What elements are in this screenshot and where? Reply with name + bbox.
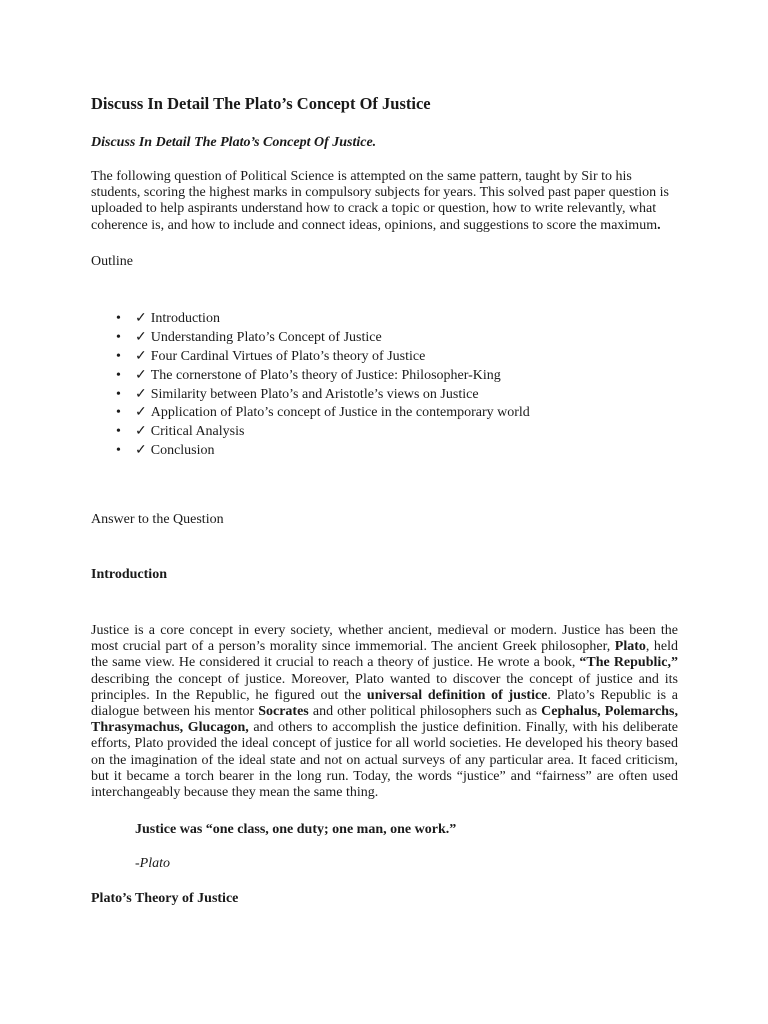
list-item xyxy=(91,386,678,405)
check-icon: ✓ xyxy=(135,311,147,326)
list-item-label: Four Cardinal Virtues of Plato’s theory of Justice xyxy=(150,348,426,364)
list-item xyxy=(91,348,678,367)
check-icon: ✓ xyxy=(135,443,147,459)
list-item xyxy=(91,367,678,386)
check-icon: ✓ xyxy=(135,348,147,364)
answer-label: Answer to the Question xyxy=(91,512,224,527)
page-title: Discuss In Detail The Plato’s Concept Of Justice xyxy=(91,94,431,113)
check-icon: ✓ xyxy=(135,329,147,345)
bullet-icon: • xyxy=(116,386,121,402)
paragraph-text: Justice is a core concept in every society, whether ancient, medieval or modern. Justice has been the most crucial part of a person’s morality since immemorial. The ancient Greek philosopher, xyxy=(91,623,678,655)
list-item xyxy=(91,423,678,442)
list-item-label: Introduction xyxy=(150,311,220,326)
paragraph-bold-text: Socrates xyxy=(258,704,309,720)
paragraph-text: describing the concept of justice. Moreover, Plato wanted to discover the concept of justice and its principles. In the Republic, he figured out the xyxy=(91,671,678,703)
subtitle: Discuss In Detail The Plato’s Concept Of Justice. xyxy=(91,135,377,150)
list-item xyxy=(91,442,678,461)
paragraph-text: and others to accomplish the justice definition. Finally, with his deliberate efforts, Plato provided the ideal concept of justice for all world societies. He developed his theory based on the imagination of the ideal state and not on actual surveys of any particular area. It faced criticism, but it became a torch bearer in the long run. Today, the words “justice” and “fairness” are often used interchangeably because they mean the same thing. xyxy=(91,720,679,801)
list-item-label: Application of Plato’s concept of Justice in the contemporary world xyxy=(150,405,530,421)
quote-attribution: -Plato xyxy=(135,856,170,871)
list-item xyxy=(91,329,678,348)
list-item-label: Critical Analysis xyxy=(150,424,245,440)
paragraph-bold-text: Cephalus, Polemarchs, Thrasymachus, Glucagon, xyxy=(91,704,678,736)
intro-paragraph xyxy=(91,169,678,234)
check-icon: ✓ xyxy=(135,386,147,402)
list-item-label: Similarity between Plato’s and Aristotle’s views on Justice xyxy=(150,386,479,402)
intro-paragraph-end: . xyxy=(657,217,661,233)
list-item xyxy=(91,404,678,423)
paragraph-bold-text: universal definition of justice xyxy=(366,687,548,703)
bullet-icon: • xyxy=(116,329,121,345)
justice-paragraph xyxy=(91,623,678,801)
bullet-icon: • xyxy=(116,367,121,383)
check-icon: ✓ xyxy=(135,367,147,383)
check-icon: ✓ xyxy=(135,405,147,421)
list-item-label: Understanding Plato’s Concept of Justice xyxy=(150,329,382,345)
list-item-label: Conclusion xyxy=(150,443,215,459)
list-item-label: The cornerstone of Plato’s theory of Justice: Philosopher-King xyxy=(150,367,501,383)
intro-paragraph-text: The following question of Political Science is attempted on the same pattern, taught by Sir to his students, scoring the highest marks in compulsory subjects for years. This solved past paper question is uploaded to help aspirants understand how to crack a topic or question, how to write relevantly, what coherence is, and how to include and connect ideas, opinions, and suggestions to score the maximum xyxy=(91,169,669,233)
check-icon: ✓ xyxy=(135,424,147,440)
bullet-icon: • xyxy=(116,405,121,421)
paragraph-text: , held the same view. He considered it crucial to reach a theory of justice. He wrote a book, xyxy=(91,639,679,671)
bullet-icon: • xyxy=(116,424,121,440)
quote: Justice was “one class, one duty; one man, one work.” xyxy=(135,822,457,837)
outline-label: Outline xyxy=(91,254,133,269)
paragraph-text: . Plato’s Republic is a dialogue between his mentor xyxy=(91,687,678,720)
bullet-icon: • xyxy=(116,348,121,364)
bullet-icon: • xyxy=(116,443,121,459)
introduction-heading: Introduction xyxy=(91,567,167,582)
list-item xyxy=(91,310,678,329)
paragraph-bold-text: “The Republic,” xyxy=(579,655,679,671)
paragraph-bold-text: Plato xyxy=(614,639,646,655)
bullet-icon: • xyxy=(116,311,121,326)
paragraph-text: and other political philosophers such as xyxy=(308,704,542,720)
theory-heading: Plato’s Theory of Justice xyxy=(91,891,239,906)
outline-list xyxy=(91,310,678,461)
